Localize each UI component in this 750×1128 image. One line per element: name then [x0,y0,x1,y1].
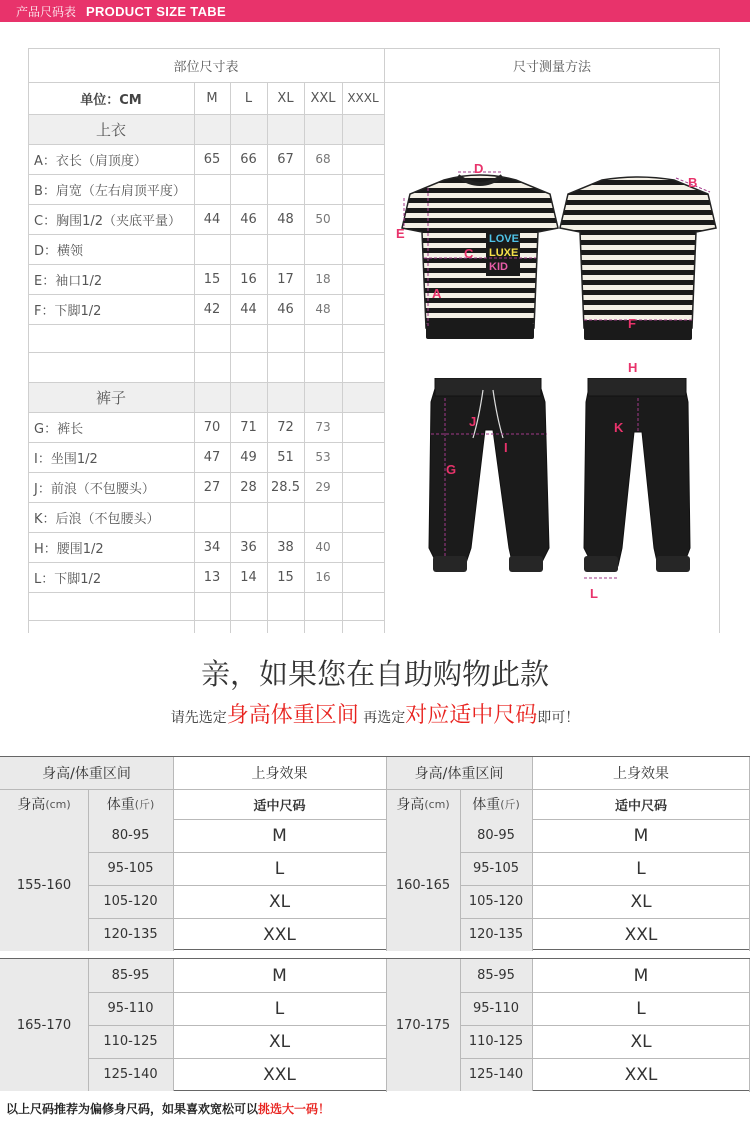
subline-part3: 再选定 [363,710,406,726]
pants-row-label: L：下脚1/2 [34,571,102,587]
label-h: H [628,360,638,375]
label-l: L [590,586,598,601]
weight-header [88,789,173,819]
top-row-value: 44 [203,211,221,227]
pants-row-label: G：裤长 [34,421,84,437]
subline-part1: 请先选定 [170,710,227,726]
size-col-m: M [206,90,218,106]
subline-part2: 身高体重区间 [226,703,359,728]
size-fit-cell: L [274,858,285,879]
pants-row-value: 38 [277,539,294,555]
pants-row-value: 40 [315,540,331,554]
label-j: J [469,414,477,429]
top-row-label: D：横领 [34,243,84,259]
weight-range-cell: 95-105 [88,852,173,885]
top-row-value: 48 [315,302,331,316]
top-row-value: 15 [203,271,221,287]
size-fit-cell: XL [630,1031,652,1052]
pants-row-value: 28.5 [271,479,300,495]
top-row-value [267,174,304,204]
svg-text:KID: KID [489,261,508,273]
height-range-cell: 170-175 [386,959,460,1091]
size-fit-cell: M [272,965,287,986]
size-fit-cell: M [633,825,649,846]
pants-row-label: H：腰围1/2 [34,541,104,557]
recommend-table-1 [0,756,750,950]
top-row-value [342,294,384,324]
top-row-value [194,234,230,264]
label-k: K [614,420,624,435]
top-row-value: 46 [240,211,257,227]
pants-row-value: 36 [240,539,257,555]
size-table-title: 部位尺寸表 [173,59,239,75]
pants-row-value: 47 [203,449,221,465]
pants-row-value: 51 [277,449,294,465]
height-header [0,789,88,819]
pants-row-value: 71 [240,419,257,435]
pants-row-value: 13 [203,569,221,585]
pants-row-value [342,562,384,592]
top-row-value: 67 [277,151,294,167]
top-row-value [230,174,267,204]
header-title-cn: 产品尺码表 [16,4,77,19]
height-header-unit: (cm) [424,797,450,811]
header-bar [0,0,750,22]
top-row-value: 66 [240,151,257,167]
top-row-value: 46 [277,301,294,317]
height-header-text: 身高 [17,797,46,813]
pants-row-value: 73 [315,420,331,434]
height-range-cell: 160-165 [386,819,460,951]
fit-header: 适中尺码 [253,798,306,814]
weight-range-cell: 80-95 [460,819,532,852]
pants-row-value: 70 [203,419,221,435]
pants-back-drawing [580,378,695,590]
unit-label: 单位：CM [80,92,142,108]
pants-row-value [342,442,384,472]
size-fit-cell: L [636,858,646,879]
pants-row-value [230,502,267,532]
top-section-label: 上衣 [95,120,126,139]
top-row-value: 16 [240,271,257,287]
height-range-cell: 155-160 [0,819,88,951]
height-header-unit: (cm) [45,797,71,811]
shirt-back-drawing [558,170,718,348]
weight-header-unit: (斤) [500,798,520,811]
label-a: A [432,286,442,301]
weight-range-cell: 125-140 [88,1058,173,1091]
top-row-value [342,234,384,264]
size-fit-cell: XL [268,891,291,912]
effect-header: 上身效果 [251,766,308,782]
top-row-value: 50 [315,212,331,226]
pants-row-value [194,502,230,532]
top-row-value [194,174,230,204]
weight-range-cell: 110-125 [88,1025,173,1058]
weight-range-cell: 125-140 [460,1058,532,1091]
weight-range-cell: 95-110 [460,992,532,1025]
label-f: F [628,316,636,331]
size-fit-cell: M [272,825,287,846]
height-header-text: 身高 [396,797,425,813]
pants-row-label: I：坐围1/2 [34,451,98,467]
subline-part5: 即可！ [537,710,580,726]
label-d: D [474,161,484,176]
top-row-value [342,144,384,174]
pants-front-drawing [423,378,553,588]
size-fit-cell: L [274,998,285,1019]
subline-part4: 对应适中尺码 [405,703,538,728]
size-col-xl: XL [277,90,294,106]
top-row-label: E：袖口1/2 [34,273,103,289]
label-b: B [688,175,698,190]
weight-header-unit: (斤) [134,798,155,811]
size-fit-cell: XXL [624,924,658,945]
pants-row-value [304,502,342,532]
pants-row-value: 27 [203,479,221,495]
top-row-value: 44 [240,301,257,317]
label-c: C [464,246,474,261]
size-fit-cell: XL [268,1031,291,1052]
pants-row-value: 49 [240,449,257,465]
weight-range-cell: 120-135 [460,918,532,951]
pants-row-value: 72 [277,419,294,435]
weight-range-cell: 110-125 [460,1025,532,1058]
pants-row-value [267,502,304,532]
recommend-table-2 [0,958,750,1091]
footnote-red: 挑选大一码！ [258,1102,331,1116]
pants-row-value: 14 [240,569,257,585]
pants-row-value: 53 [315,450,331,464]
size-fit-cell: XL [630,891,652,912]
size-col-xxl: XXL [310,90,336,106]
footnote-text: 以上尺码推荐为偏修身尺码，如果喜欢宽松可以 [6,1102,259,1116]
pants-row-value: 15 [277,569,294,585]
height-header [386,789,460,819]
fit-header: 适中尺码 [614,798,667,814]
size-fit-cell: XXL [263,924,296,945]
pants-row-label: K：后浪（不包腰头） [34,511,160,527]
pants-row-value [342,472,384,502]
size-fit-cell: M [633,965,649,986]
size-fit-cell: XXL [263,1064,296,1085]
top-row-value: 17 [277,271,294,287]
weight-range-cell: 105-120 [88,885,173,918]
pants-row-value [342,412,384,442]
size-col-l: L [244,90,253,106]
pants-row-value: 16 [315,570,331,584]
label-g: G [446,462,457,477]
weight-range-cell: 120-135 [88,918,173,951]
top-row-value: 48 [277,211,294,227]
top-row-value: 65 [203,151,221,167]
weight-header-text: 体重 [472,797,501,813]
size-table-section [28,48,720,633]
svg-text:LUXE: LUXE [489,247,519,259]
weight-header-text: 体重 [106,797,135,813]
top-row-value [342,204,384,234]
pants-row-value: 29 [315,480,331,494]
top-row-value [304,234,342,264]
range-header: 身高/体重区间 [0,757,173,789]
top-row-label: C：胸围1/2（夹底平量） [34,213,181,229]
height-range-cell: 165-170 [0,959,88,1091]
top-row-value [230,234,267,264]
weight-header [460,789,532,819]
header-title-en: PRODUCT SIZE TABE [86,3,226,19]
weight-range-cell: 105-120 [460,885,532,918]
weight-range-cell: 95-105 [460,852,532,885]
top-row-label: B：肩宽（左右肩顶平度） [34,183,186,199]
weight-range-cell: 85-95 [88,959,173,992]
top-row-value [304,174,342,204]
pants-row-label: J：前浪（不包腰头） [34,481,155,497]
top-row-label: F：下脚1/2 [34,303,102,319]
label-i: I [504,440,508,455]
size-col-xxxl: XXXL [347,91,379,105]
measure-method-title: 尺寸测量方法 [512,59,591,75]
headline: 亲，如果您在自助购物此款 [200,657,549,691]
top-row-label: A：衣长（肩顶度） [34,153,147,169]
weight-range-cell: 95-110 [88,992,173,1025]
footnote [6,1100,330,1117]
top-row-value: 68 [315,152,331,166]
shirt-front-drawing [400,158,560,348]
svg-text:LOVE: LOVE [489,233,519,245]
subline [0,698,750,729]
top-row-value [342,264,384,294]
top-row-value [342,174,384,204]
pants-row-value: 28 [240,479,257,495]
size-fit-cell: XXL [624,1064,658,1085]
size-fit-cell: L [636,998,646,1019]
effect-header: 上身效果 [613,766,669,782]
top-row-value [267,234,304,264]
pants-row-value [342,502,384,532]
weight-range-cell: 85-95 [460,959,532,992]
top-row-value: 18 [315,272,331,286]
pants-section-label: 裤子 [95,388,126,407]
pants-row-value [342,532,384,562]
range-header: 身高/体重区间 [386,757,532,789]
weight-range-cell: 80-95 [88,819,173,852]
top-row-value: 42 [203,301,221,317]
pants-row-value: 34 [203,539,221,555]
label-e: E [396,226,405,241]
